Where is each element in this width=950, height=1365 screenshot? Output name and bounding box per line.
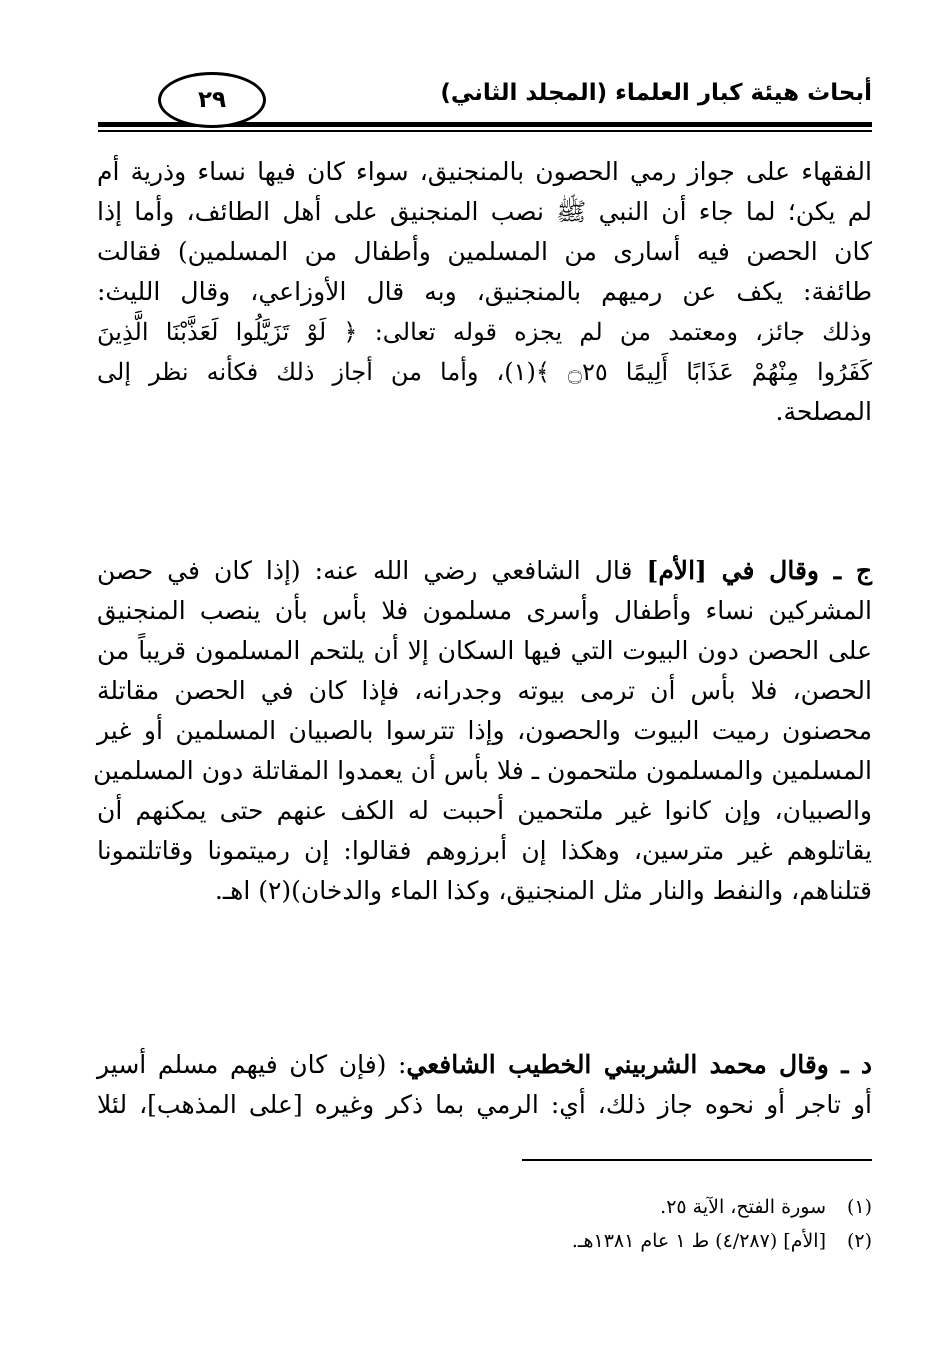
text-line: كَفَرُوا مِنْهُمْ عَذَابًا أَلِيمًا ۝٢٥ ﴾(١)، وأما من أجاز ذلك فكأنه نظر إلى bbox=[97, 358, 873, 386]
footnote-text: سورة الفتح، الآية ٢٥. bbox=[660, 1196, 826, 1218]
footnote-1 bbox=[272, 1190, 872, 1224]
text-line: والصبيان، وإن كانوا غير ملتحمين أحببت له الكف عنهم حتى يمكنهم أن bbox=[97, 796, 872, 825]
page-number-badge bbox=[158, 72, 266, 128]
text-line: على الحصن دون البيوت التي فيها السكان إلا أن يلتحم المسلمون قريباً من bbox=[97, 636, 872, 665]
paragraph-lead: ج ـ وقال في [الأم] bbox=[646, 556, 872, 585]
footnote-separator bbox=[522, 1159, 872, 1161]
text-line: المصلحة. bbox=[775, 397, 872, 426]
footnote-2 bbox=[272, 1224, 872, 1258]
text-run: : (فإن كان فيهم مسلم أسير bbox=[97, 1050, 407, 1079]
text-line: محصنون رميت البيوت والحصون، وإذا تترسوا بالصبيان المسلمين أو غير bbox=[97, 716, 872, 745]
paragraph-3 bbox=[97, 1045, 872, 1125]
text-line: المسلمين والمسلمون ملتحمون ـ فلا بأس أن يعمدوا المقاتلة دون المسلمين bbox=[93, 756, 872, 785]
text-line: المشركين نساء وأطفال وأسرى مسلمون فلا بأس بأن ينصب المنجنيق bbox=[97, 596, 872, 625]
paragraph-2 bbox=[93, 551, 872, 911]
header-rule-thin bbox=[98, 130, 872, 132]
text-line: أو تاجر أو نحوه جاز ذلك، أي: الرمي بما ذكر وغيره [على المذهب]، لئلا bbox=[97, 1090, 872, 1119]
page-number: ٢٩ bbox=[197, 87, 227, 113]
text-line bbox=[97, 1045, 872, 1085]
text-line: يقاتلوهم غير مترسين، وهكذا إن أبرزوهم فقالوا: إن رميتمونا وقاتلتمونا bbox=[97, 836, 872, 865]
book-title: أبحاث هيئة كبار العلماء (المجلد الثاني) bbox=[440, 80, 872, 106]
text-line: طائفة: يكف عن رميهم بالمنجنيق، وبه قال الأوزاعي، وقال الليث: bbox=[97, 277, 872, 306]
footnote-number: (٢) bbox=[846, 1230, 872, 1252]
text-line bbox=[97, 551, 872, 591]
text-run: قال الشافعي رضي الله عنه: (إذا كان في حصن bbox=[97, 556, 647, 585]
footnote-text: [الأم] (٤/٢٨٧) ط ١ عام ١٣٨١هـ. bbox=[571, 1230, 826, 1252]
footnote-number: (١) bbox=[846, 1196, 872, 1218]
paragraph-1 bbox=[97, 152, 872, 432]
text-line: الفقهاء على جواز رمي الحصون بالمنجنيق، سواء كان فيها نساء وذرية أم bbox=[97, 157, 872, 186]
footnotes bbox=[272, 1190, 872, 1258]
paragraph-lead: د ـ وقال محمد الشربيني الخطيب الشافعي bbox=[406, 1050, 872, 1079]
text-line: قتلناهم، والنفط والنار مثل المنجنيق، وكذا الماء والدخان)(٢) اهـ. bbox=[214, 876, 872, 905]
text-line: لم يكن؛ لما جاء أن النبي ﷺ نصب المنجنيق على أهل الطائف، وأما إذا bbox=[97, 197, 872, 226]
text-line: وذلك جائز، ومعتمد من لم يجزه قوله تعالى: ﴿ لَوْ تَزَيَّلُوا لَعَذَّبْنَا الَّذِينَ bbox=[97, 318, 872, 346]
text-line: كان الحصن فيه أسارى من المسلمين وأطفال من المسلمين) فقالت bbox=[97, 237, 872, 266]
text-line: الحصن، فلا بأس أن ترمى بيوته وجدرانه، فإذا كان في الحصن مقاتلة bbox=[97, 676, 872, 705]
